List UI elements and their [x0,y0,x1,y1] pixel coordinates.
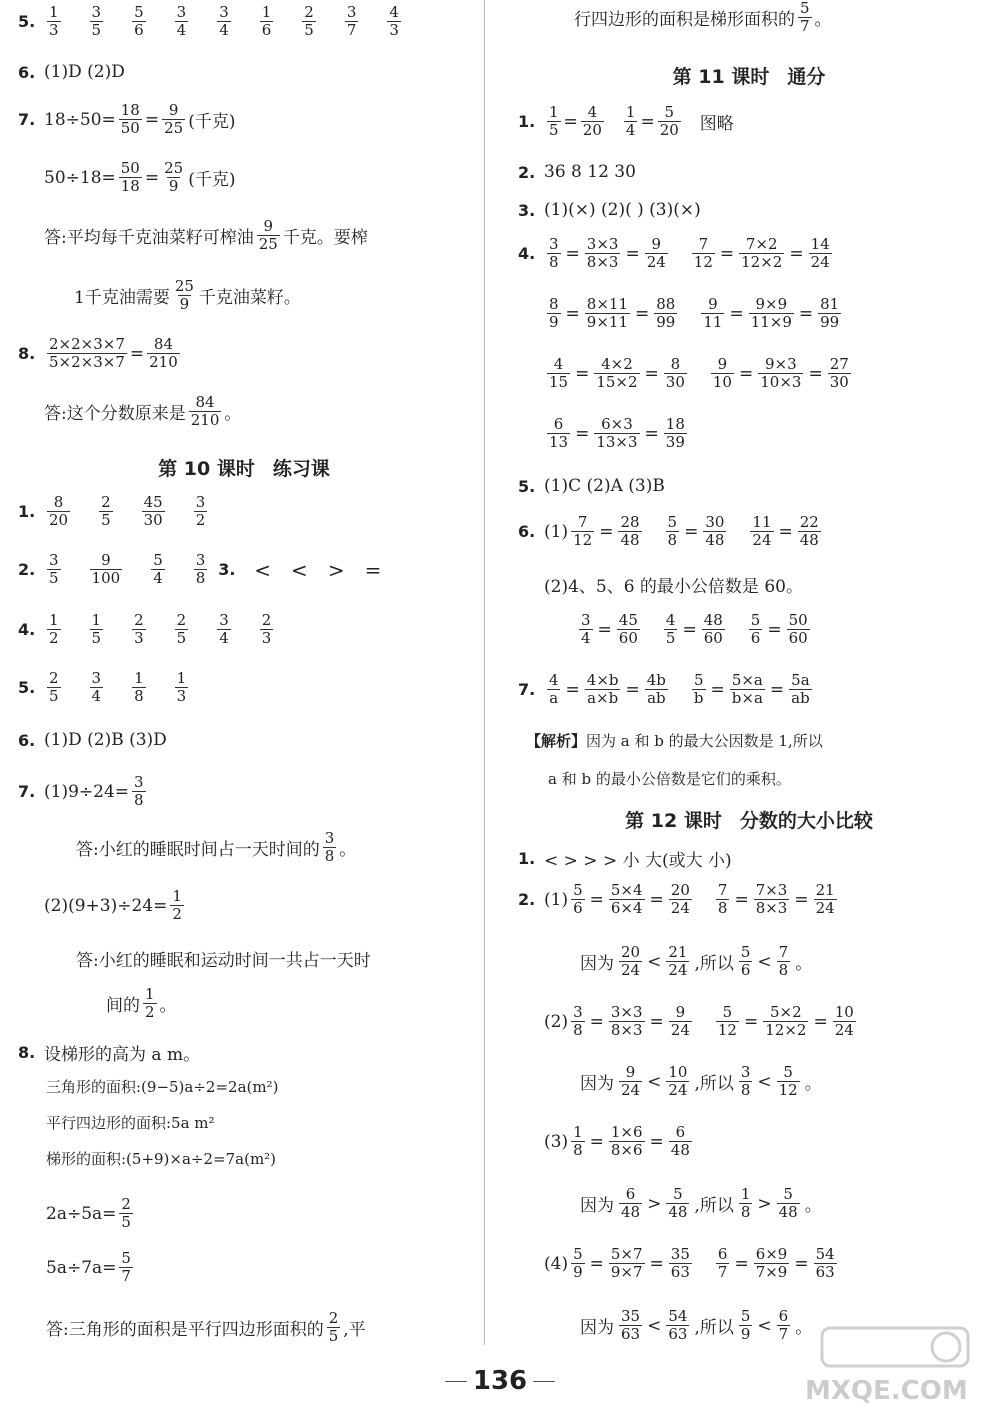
equation-row [518,296,980,331]
fraction: $\frac{4b}{ab}$ [646,671,666,707]
equation-row [518,356,980,391]
fraction: 2 3 [261,611,272,647]
section-heading-10: 第 10 课时 练习课 [158,458,330,480]
fraction-list [44,612,276,647]
equation: $\frac{7}{8}$ = $\frac{7\times 3}{8\times 3}$ = $\frac{21}{24}$ [717,881,835,917]
equation: $\frac{5}{6}$ = $\frac{50}{60}$ [750,611,808,647]
fraction: $\frac{30}{48}$ [705,513,725,549]
comparison-symbol: = [364,557,382,582]
fraction: 1 6 [261,3,272,39]
fraction: 9 24 [621,1063,641,1099]
equation: $\frac{9}{10}$ = $\frac{9\times 3}{10\times 3}$ = $\frac{27}{30}$ [712,355,849,391]
text-line: 平行四边形的面积:5a m² [46,1114,215,1132]
fraction: $\frac{7\times 3}{8\times 3}$ [755,881,788,917]
fraction: $\frac{9}{10}$ [712,355,732,391]
section-heading-11: 第 11 课时 通分 [672,66,826,88]
analysis-note-line: a 和 b 的最小公倍数是它们的乘积。 [548,770,791,788]
fraction: $\frac{50}{60}$ [788,611,808,647]
fraction: $\frac{54}{63}$ [815,1245,835,1281]
question-7: 7. $\frac{4}{a}$ = $\frac{4\times b}{a\times b}$ = $\frac{4b}{ab}$ $\frac{5}{b}$ = $\frac{5\times a}{b\times a}$ = $\frac{5a}{ab}$ [518,672,980,707]
question-1: 1. < > > > 小 大(或大 小) [518,849,732,871]
fraction: $\frac{5a}{ab}$ [791,671,810,707]
equation: $\frac{6}{13}$ = $\frac{6\times 3}{13\times 3}$ = $\frac{18}{39}$ [549,415,685,451]
fraction: $\frac{45}{60}$ [618,611,638,647]
fraction: $\frac{2}{5}$ [121,1195,131,1231]
fraction: 45 30 [143,493,163,529]
fraction: $\frac{20}{24}$ [670,881,690,917]
comparison-symbol: < [291,557,308,582]
fraction-list [44,552,210,587]
because-statement: 因为 20 24 < 21 24 ,所以 5 6 < 7 8 。 [580,943,813,979]
fraction: $\frac{4}{a}$ [549,671,559,707]
fraction: 2 3 [134,611,144,647]
question-1: 1. $\frac{1}{5}$ = $\frac{4}{20}$ $\frac{1}{4}$ = $\frac{5}{20}$ 图略 [518,103,734,139]
fraction: 5 48 [778,1185,798,1221]
equation: $\frac{4}{5}$ = $\frac{48}{60}$ [665,611,723,647]
equation: $\frac{5}{8}$ = $\frac{30}{48}$ [667,513,725,549]
analysis-note: 【解析】 因为 a 和 b 的最大公因数是 1,所以 [526,732,823,750]
fraction: 3 8 [324,829,335,865]
fraction: 2 5 [49,669,59,705]
fraction: 1 2 [49,611,59,647]
fraction: 3 2 [195,493,206,529]
fraction: 3 7 [346,3,357,39]
fraction: $\frac{28}{48}$ [620,513,640,549]
question-5: 5. 2 5 3 4 1 8 1 3 [18,670,470,705]
fraction: $\frac{7}{12}$ [693,235,713,271]
fraction: $\frac{5\times 7}{9\times 7}$ [610,1245,643,1281]
fraction: 4 3 [389,3,399,39]
equation-row [518,612,980,647]
fraction: $\frac{9\times 9}{11\times 9}$ [750,295,792,331]
equation-row [568,882,858,917]
fraction: $\frac{50}{18}$ [120,159,140,195]
fraction: 6 7 [778,1307,789,1343]
fraction: $\frac{9}{25}$ [164,101,184,137]
fraction: 54 63 [668,1307,688,1343]
answer-line: 答:平均每千克油菜籽可榨油 9 25 千克。要榨 [44,217,368,253]
fraction: $\frac{4}{20}$ [582,103,602,139]
equation-row [544,356,872,391]
fraction: $\frac{6}{13}$ [549,415,569,451]
fraction: 5 6 [740,943,751,979]
equation: $\frac{9}{11}$ = $\frac{9\times 9}{11\times 9}$ = $\frac{81}{99}$ [703,295,840,331]
fraction: $\frac{7\times 2}{12\times 2}$ [741,235,783,271]
fraction: 3 5 [49,551,59,587]
fraction: 2 5 [176,611,187,647]
fraction: $\frac{8\times 11}{9\times 11}$ [586,295,628,331]
fraction: $\frac{1}{5}$ [549,103,559,139]
equation: $\frac{5}{9}$ = $\frac{5\times 7}{9\times 7}$ = $\frac{35}{63}$ [573,1245,690,1281]
fraction: $\frac{1}{8}$ [573,1123,583,1159]
equation: $\frac{8}{9}$ = $\frac{8\times 11}{9\times 11}$ = $\frac{88}{99}$ [549,295,676,331]
answer-text: (1)D (2)D [44,62,125,82]
equation-row [568,1004,877,1039]
fraction: $\frac{10}{24}$ [834,1003,854,1039]
equation: $\frac{5}{b}$ = $\frac{5\times a}{b\times a}$ = $\frac{5a}{ab}$ [693,671,810,707]
equation-row: (2) $\frac{3}{8}$ = $\frac{3\times 3}{8\times 3}$ = $\frac{9}{24}$ $\frac{5}{12}$ = $\frac{5\times 2}{12\times 2}$ = $\frac{10}{24}$ [518,1004,980,1039]
fraction: $\frac{9\times 3}{10\times 3}$ [760,355,802,391]
equation: $\frac{7}{12}$ = $\frac{7\times 2}{12\times 2}$ = $\frac{14}{24}$ [693,235,830,271]
fraction: 2 5 [328,1309,339,1345]
fraction: 3 4 [176,3,187,39]
fraction: $\frac{6}{7}$ [717,1245,728,1281]
fraction: $\frac{25}{9}$ [164,159,184,195]
fraction: 2 5 [304,3,314,39]
fraction: 5 12 [778,1063,798,1099]
fraction: 21 24 [668,943,688,979]
column-divider [484,0,485,1345]
question-1: 1. 8 20 2 5 45 30 3 2 [18,494,470,529]
question-6: 6. (1) $\frac{7}{12}$ = $\frac{28}{48}$ $\frac{5}{8}$ = $\frac{30}{48}$ $\frac{11}{24}$ = $\frac{22}{48}$ [518,514,980,549]
answer-line: 答:小红的睡眠时间占一天时间的 3 8 。 [76,829,357,865]
fraction: 1 3 [49,3,59,39]
fraction: $\frac{4\times b}{a\times b}$ [586,671,619,707]
comparison-symbols [244,558,391,582]
fraction: $\frac{18}{39}$ [665,415,685,451]
comparison-symbol: > [327,557,345,582]
fraction: $\frac{5}{20}$ [659,103,679,139]
question-2: 2. (1) $\frac{5}{6}$ = $\frac{5\times 4}{6\times 4}$ = $\frac{20}{24}$ $\frac{7}{8}$ = $\frac{7\times 3}{8\times 3}$ = $\frac{21}{24}$ [518,882,980,917]
question-8: 8. 设梯形的高为 a m。 [18,1043,201,1065]
equation-row [544,416,708,451]
fraction: $\frac{35}{63}$ [670,1245,690,1281]
fraction: $\frac{8}{9}$ [549,295,559,331]
fraction: 5 48 [668,1185,688,1221]
fraction: $\frac{5}{9}$ [573,1245,583,1281]
equation: $\frac{3}{8}$ = $\frac{3\times 3}{8\times 3}$ = $\frac{9}{24}$ [549,235,666,271]
fraction: 3 8 [195,551,206,587]
fraction: 3 5 [91,3,102,39]
question-4: 4. $\frac{3}{8}$ = $\frac{3\times 3}{8\times 3}$ = $\frac{9}{24}$ $\frac{7}{12}$ = $\frac{7\times 2}{12\times 2}$ = $\frac{14}{24}$ [518,236,980,271]
equation: $\frac{3}{8}$ = $\frac{3\times 3}{8\times 3}$ = $\frac{9}{24}$ [573,1003,690,1039]
right-column [518,0,980,1370]
fraction: $\frac{7}{8}$ [717,881,728,917]
equation-row: (4) $\frac{5}{9}$ = $\frac{5\times 7}{9\times 7}$ = $\frac{35}{63}$ $\frac{6}{7}$ = $\frac{6\times 9}{7\times 9}$ = $\frac{54}{63}$ [518,1246,980,1281]
because-line [518,1186,980,1221]
question-3: 3. (1)(×) (2)( ) (3)(×) [518,200,701,220]
fraction: 84 210 [190,393,220,429]
fraction-list [44,4,404,39]
watermark-logo [820,1322,970,1379]
fraction: 3 4 [219,3,229,39]
equation-row [544,296,862,331]
answer-line: 1千克油需要 25 9 千克油菜籽。 [74,277,301,313]
fraction: $\frac{5}{7}$ [121,1249,131,1285]
fraction: 3 8 [740,1063,751,1099]
answer-line: 间的 1 2 。 [106,985,177,1021]
equation-row: (3) $\frac{1}{8}$ = $\frac{1\times 6}{8\times 6}$ = $\frac{6}{48}$ [518,1124,980,1159]
equation: $\frac{3}{4}$ = $\frac{45}{60}$ [581,611,638,647]
fraction: $\frac{4\times 2}{15\times 2}$ [596,355,638,391]
equation-row [568,514,842,549]
watermark-site: MXQE.COM [805,1376,968,1406]
text-line: (2)4、5、6 的最小公倍数是 60。 [544,577,803,597]
equation: $\frac{5}{12}$ = $\frac{5\times 2}{12\times 2}$ = $\frac{10}{24}$ [717,1003,854,1039]
equation: $\frac{7}{12}$ = $\frac{28}{48}$ [573,513,640,549]
equation: $\frac{1}{8}$ = $\frac{1\times 6}{8\times 6}$ = $\frac{6}{48}$ [573,1123,690,1159]
question-6-prev: 6. (1)D (2)D [18,62,125,82]
fraction: $\frac{5}{12}$ [717,1003,737,1039]
fraction: $\frac{6}{48}$ [670,1123,690,1159]
fraction: 25 9 [174,277,194,313]
text-line: 梯形的面积:(5+9)×a÷2=7a(m²) [46,1150,277,1168]
fraction: $\frac{21}{24}$ [815,881,835,917]
fraction-list [44,670,191,705]
equation: $\frac{11}{24}$ = $\frac{22}{48}$ [752,513,819,549]
equation-row [568,1124,713,1159]
equation: $\frac{6}{7}$ = $\frac{6\times 9}{7\times 9}$ = $\frac{54}{63}$ [717,1245,835,1281]
fraction: $\frac{27}{30}$ [829,355,849,391]
page-number: 136 [0,1366,1000,1396]
fraction: $\frac{5}{6}$ [573,881,583,917]
question-5: 5. (1)C (2)A (3)B [518,476,665,496]
text-line: 三角形的面积:(9−5)a÷2=2a(m²) [46,1078,279,1096]
fraction: 1 2 [145,985,155,1021]
because-statement: 因为 35 63 < 54 63 ,所以 5 9 < 6 7 。 [580,1307,813,1343]
equation-row [568,1246,858,1281]
section-heading-12: 第 12 课时 分数的大小比较 [625,810,873,832]
fraction: $\frac{3}{4}$ [581,611,591,647]
fraction: 9 100 [91,551,121,587]
fraction: 20 24 [621,943,641,979]
fraction: $\frac{88}{99}$ [656,295,676,331]
comparison-symbol: < [254,557,272,582]
fraction: $\frac{5\times 2}{12\times 2}$ [765,1003,807,1039]
fraction: 5 4 [153,551,163,587]
equation-line: 2a÷5a= $\frac{2}{5}$ [46,1195,131,1231]
fraction: 5 7 [800,0,810,35]
because-statement: 因为 9 24 < 10 24 ,所以 3 8 < 5 12 。 [580,1063,822,1099]
fraction: $\frac{81}{99}$ [820,295,840,331]
question-7: 7. (1)9÷24= $\frac{3}{8}$ [18,773,144,809]
fraction: $\frac{3\times 3}{8\times 3}$ [586,235,619,271]
fraction: $\frac{4}{15}$ [549,355,569,391]
fraction: 1 8 [740,1185,751,1221]
question-2: 2. 3 5 9 100 5 4 3 8 3. < < > = [18,552,470,587]
equation: $\frac{4}{a}$ = $\frac{4\times b}{a\times b}$ = $\frac{4b}{ab}$ [549,671,666,707]
fraction-list [44,494,210,529]
fraction: $\frac{18}{50}$ [120,101,140,137]
question-8-prev: 8. $\frac{2\times 2\times 3\times 7}{5\times 2\times 3\times 7}$ = $\frac{84}{210}$ [18,335,178,371]
equation-row [544,672,833,707]
equation-line: 5a÷7a= $\frac{5}{7}$ [46,1249,131,1285]
equation: $\frac{4}{15}$ = $\frac{4\times 2}{15\times 2}$ = $\frac{8}{30}$ [549,355,685,391]
fraction: 8 20 [49,493,69,529]
fraction: $\frac{48}{60}$ [703,611,723,647]
question-5-prev: 5. 1 3 3 5 5 6 3 4 3 4 1 6 2 5 3 7 4 3 [18,4,470,39]
answer-line: 答:这个分数原来是 84 210 。 [44,393,242,429]
question-2: 2. 36 8 12 30 [518,162,636,182]
question-4: 4. 1 2 1 5 2 3 2 5 3 4 2 3 [18,612,470,647]
fraction: 1 8 [134,669,144,705]
fraction: 35 63 [621,1307,641,1343]
fraction: $\frac{9}{24}$ [670,1003,690,1039]
fraction: $\frac{9}{11}$ [703,295,723,331]
answer-line: 答:小红的睡眠和运动时间一共占一天时 [76,951,371,971]
fraction: $\frac{5\times a}{b\times a}$ [731,671,763,707]
question-6: 6. (1)D (2)B (3)D [18,730,167,750]
fraction: 3 4 [219,611,229,647]
fraction: $\frac{4}{5}$ [665,611,676,647]
fraction: 7 8 [778,943,789,979]
fraction: 2 5 [101,493,111,529]
fraction: 1 5 [91,611,102,647]
fraction: $\frac{6\times 3}{13\times 3}$ [596,415,638,451]
equation-row [576,612,831,647]
because-line [518,944,980,979]
fraction: 9 25 [258,217,278,253]
fraction: $\frac{9}{24}$ [646,235,666,271]
fraction: $\frac{11}{24}$ [752,513,772,549]
fraction: 5 6 [134,3,144,39]
fraction: $\frac{1}{2}$ [172,887,182,923]
equation-row [518,416,980,451]
because-line [518,1064,980,1099]
fraction: $\frac{5}{b}$ [693,671,704,707]
continued-line: 行四边形的面积是梯形面积的 5 7 。 [574,0,832,35]
fraction: $\frac{5}{8}$ [667,513,678,549]
fraction: $\frac{8}{30}$ [665,355,685,391]
fraction: $\frac{3}{8}$ [549,235,559,271]
equation: $\frac{5}{6}$ = $\frac{5\times 4}{6\times 4}$ = $\frac{20}{24}$ [573,881,690,917]
fraction: 6 48 [621,1185,641,1221]
watermark-logo-graphic [820,1322,970,1370]
fraction: $\frac{3}{8}$ [134,773,144,809]
fraction: $\frac{3\times 3}{8\times 3}$ [610,1003,643,1039]
fraction: $\frac{14}{24}$ [810,235,830,271]
fraction: $\frac{3}{8}$ [573,1003,583,1039]
fraction: $\frac{84}{210}$ [149,335,178,371]
fraction: $\frac{22}{48}$ [799,513,819,549]
left-column [18,0,470,1370]
question-7-prev: 7. 18÷50= $\frac{18}{50}$ = $\frac{9}{25}$ (千克) [18,101,236,137]
answer-line: 答:三角形的面积是平行四边形面积的 2 5 ,平 [46,1309,366,1345]
fraction: 1 3 [176,669,187,705]
fraction: $\frac{6\times 9}{7\times 9}$ [755,1245,788,1281]
equation-line: (2)(9+3)÷24= $\frac{1}{2}$ [44,887,182,923]
because-statement: 因为 6 48 > 5 48 ,所以 1 8 > 5 48 。 [580,1185,822,1221]
fraction: $\frac{1}{4}$ [625,103,636,139]
fraction: $\frac{7}{12}$ [573,513,593,549]
fraction: 3 4 [91,669,102,705]
fraction: 5 9 [740,1307,751,1343]
fraction: $\frac{1\times 6}{8\times 6}$ [610,1123,643,1159]
fraction: 10 24 [668,1063,688,1099]
fraction: $\frac{5}{6}$ [750,611,761,647]
equation-row [544,236,853,271]
equation-line: 50÷18= $\frac{50}{18}$ = $\frac{25}{9}$ (千克) [44,159,236,195]
fraction: $\frac{5\times 4}{6\times 4}$ [610,881,643,917]
fraction: $\frac{2\times 2\times 3\times 7}{5\times 2\times 3\times 7}$ [49,335,125,371]
